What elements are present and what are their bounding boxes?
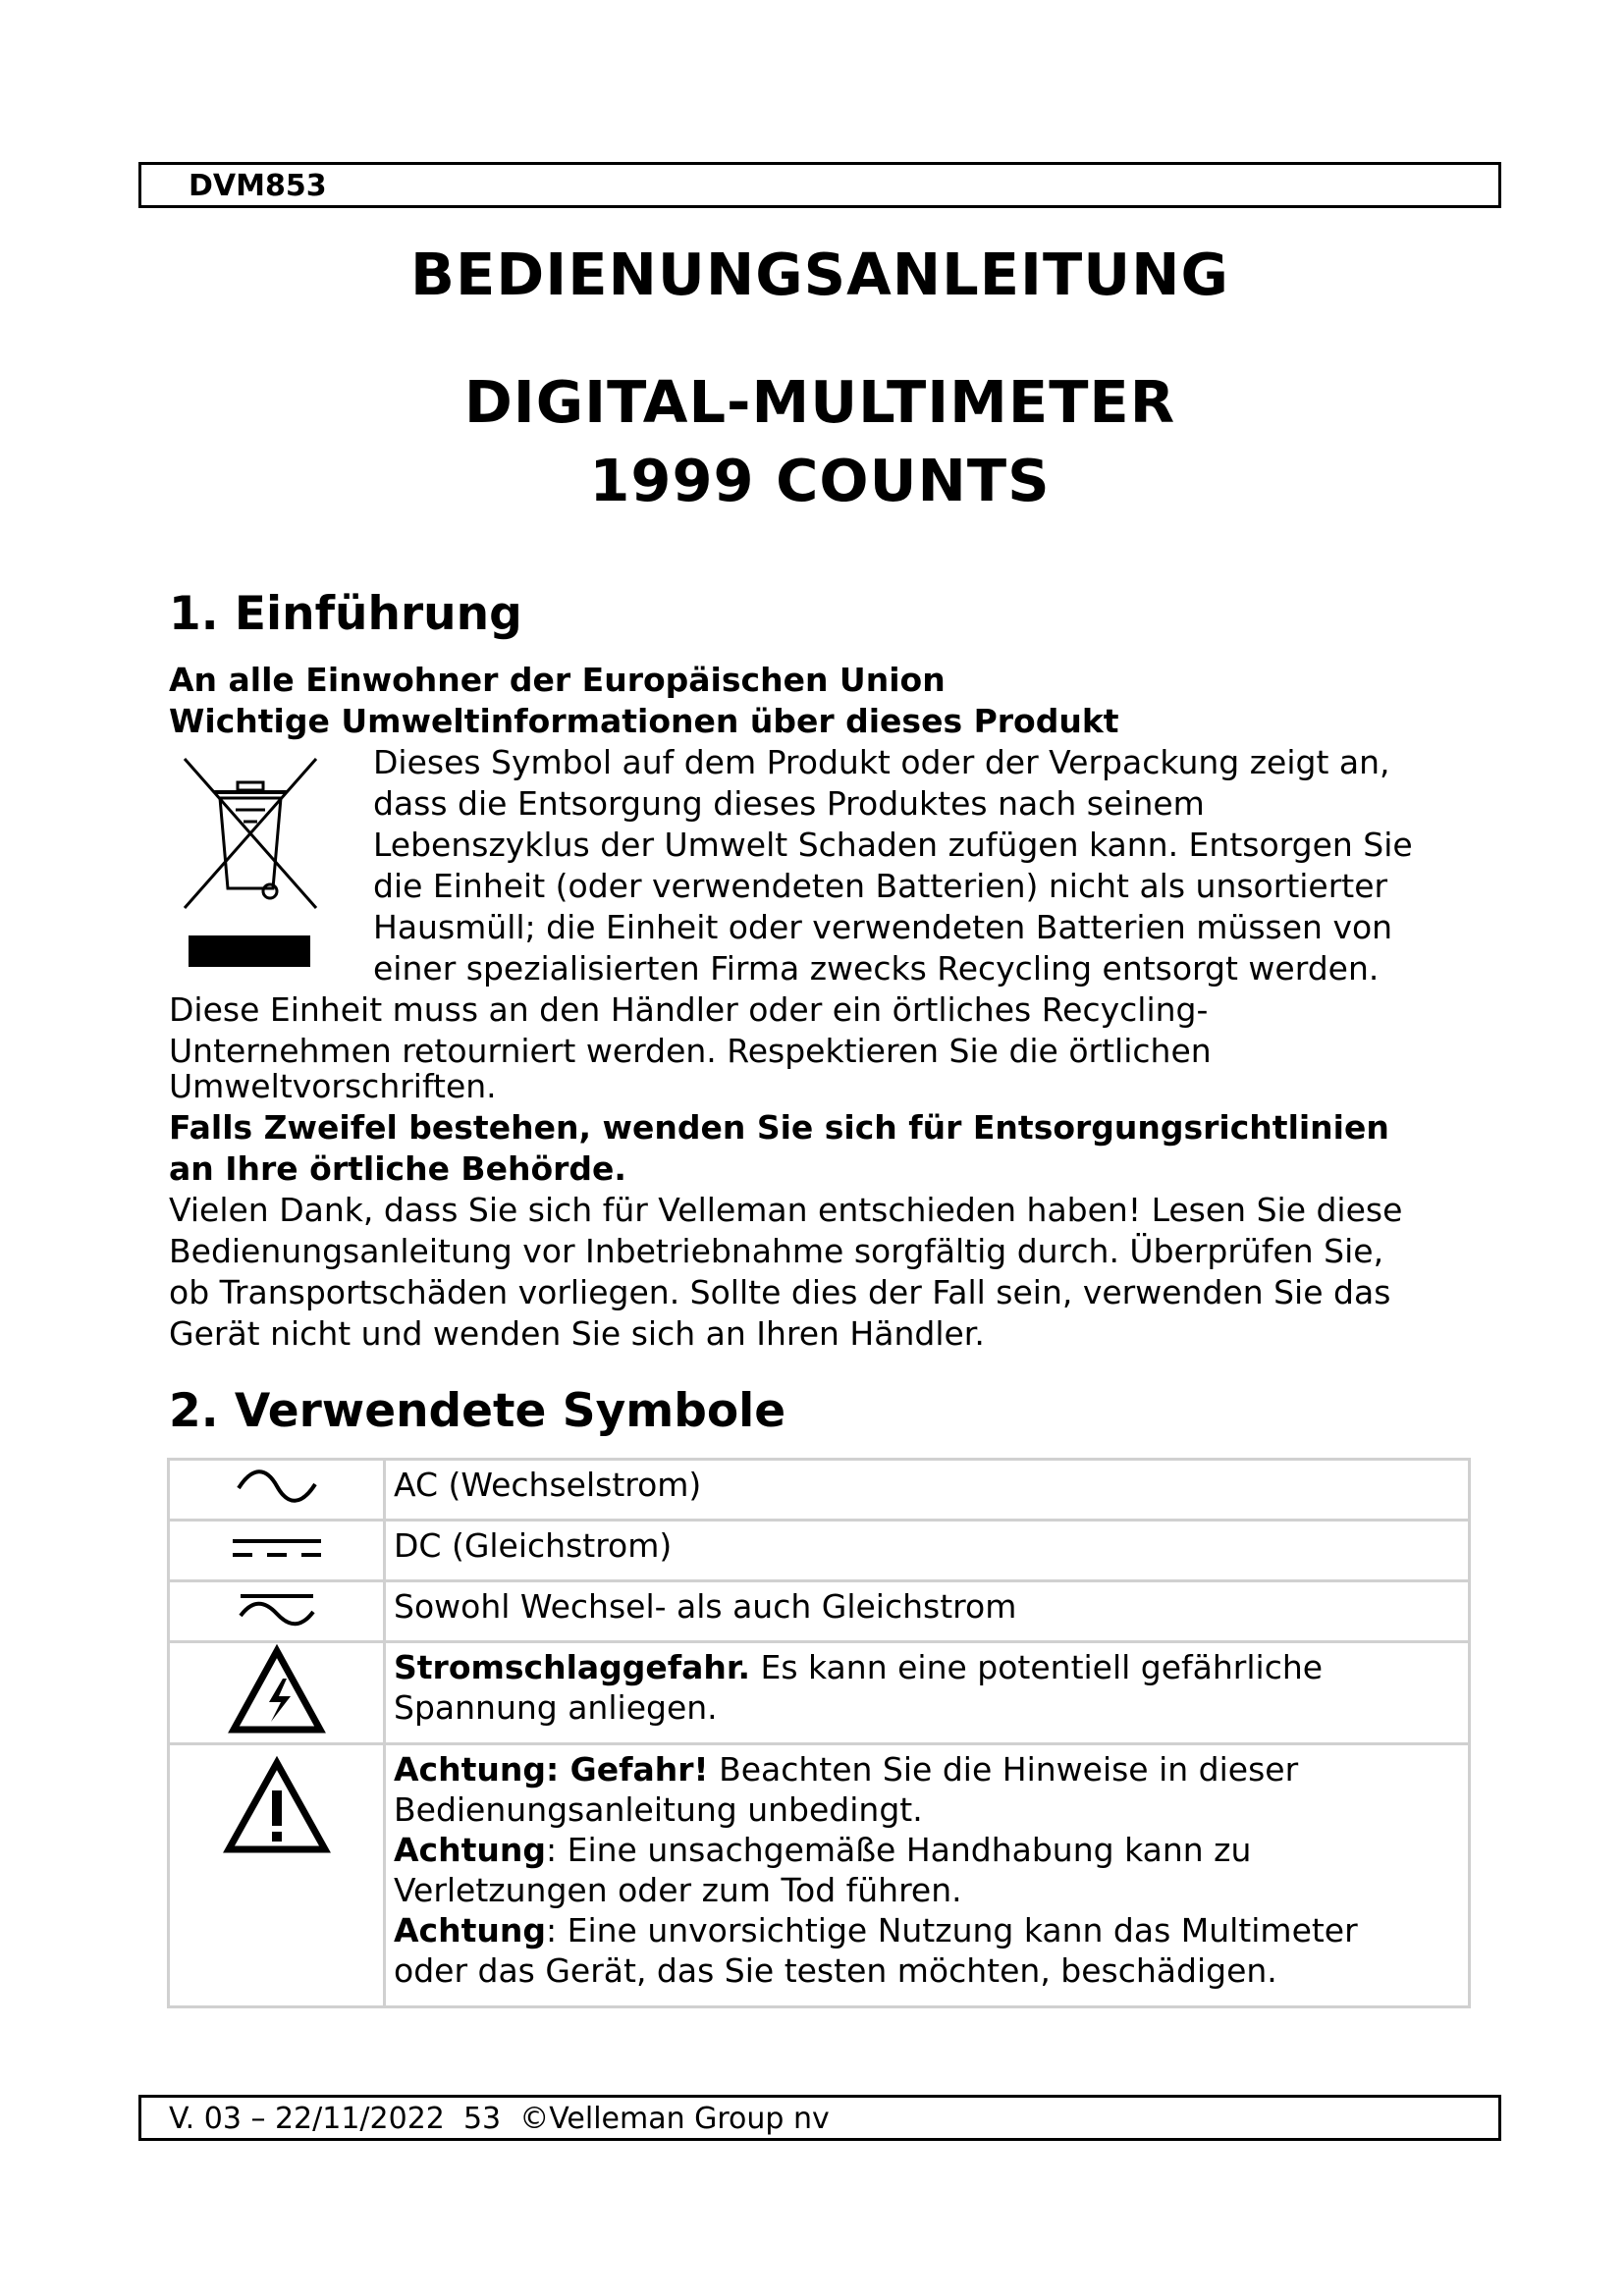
symbol-cell bbox=[169, 1581, 385, 1642]
paragraph-line: Gerät nicht und wenden Sie sich an Ihren Händler. bbox=[169, 1314, 985, 1353]
product-subtitle: 1999 COUNTS bbox=[589, 447, 1051, 514]
footer-box bbox=[138, 2095, 1501, 2141]
environment-info-heading: Wichtige Umweltinformationen über dieses Produkt bbox=[169, 702, 1119, 740]
bold-line: an Ihre örtliche Behörde. bbox=[169, 1149, 626, 1188]
symbol-cell bbox=[169, 1744, 385, 2007]
hazard-label: Stromschlaggefahr. bbox=[394, 1648, 750, 1686]
footer-text: V. 03 – 22/11/2022 53 ©Velleman Group nv bbox=[169, 2102, 830, 2136]
hazard-text: Es kann eine potentiell gefährliche bbox=[750, 1648, 1324, 1686]
caution-label: Achtung bbox=[394, 1831, 546, 1869]
table-row bbox=[169, 1581, 1470, 1642]
paragraph-line: Unternehmen retourniert werden. Respektieren Sie die örtlichen bbox=[169, 1032, 1212, 1070]
bold-line: Falls Zweifel bestehen, wenden Sie sich für Entsorgungsrichtlinien bbox=[169, 1108, 1389, 1147]
table-row bbox=[169, 1460, 1470, 1521]
caution-label: Achtung bbox=[394, 1911, 546, 1949]
caution-text: : Eine unsachgemäße Handhabung kann zu bbox=[545, 1831, 1252, 1869]
section-heading-symbols: 2. Verwendete Symbole bbox=[169, 1384, 786, 1438]
weee-line: einer spezialisierten Firma zwecks Recycling entsorgt werden. bbox=[373, 949, 1380, 988]
paragraph-line: ob Transportschäden vorliegen. Sollte dies der Fall sein, verwenden Sie das bbox=[169, 1273, 1391, 1311]
weee-line: Lebenszyklus der Umwelt Schaden zufügen kann. Entsorgen Sie bbox=[373, 826, 1413, 864]
symbol-description bbox=[385, 1642, 1470, 1744]
weee-line: Hausmüll; die Einheit oder verwendeten Batterien müssen von bbox=[373, 908, 1393, 946]
symbol-cell bbox=[169, 1460, 385, 1521]
header-box bbox=[138, 162, 1501, 208]
paragraph-line: Vielen Dank, dass Sie sich für Velleman entschieden haben! Lesen Sie diese bbox=[169, 1191, 1403, 1229]
document-title: BEDIENUNGSANLEITUNG bbox=[410, 240, 1229, 308]
weee-crossed-bin-icon bbox=[177, 751, 324, 972]
symbol-description: AC (Wechselstrom) bbox=[385, 1460, 1470, 1521]
section-heading-introduction: 1. Einführung bbox=[169, 587, 522, 641]
caution-text-cont: Bedienungsanleitung unbedingt. bbox=[394, 1790, 923, 1829]
caution-text-cont: oder das Gerät, das Sie testen möchten, beschädigen. bbox=[394, 1951, 1277, 1990]
weee-line: dass die Entsorgung dieses Produktes nach seinem bbox=[373, 784, 1205, 823]
eu-residents-heading: An alle Einwohner der Europäischen Union bbox=[169, 661, 946, 699]
paragraph-line: Diese Einheit muss an den Händler oder ein örtliches Recycling- bbox=[169, 990, 1209, 1029]
table-row bbox=[169, 1642, 1470, 1744]
table-row bbox=[169, 1521, 1470, 1581]
symbols-table bbox=[167, 1458, 1471, 2008]
caution-text: : Eine unvorsichtige Nutzung kann das Multimeter bbox=[545, 1911, 1358, 1949]
caution-icon bbox=[223, 1753, 331, 1861]
symbol-cell bbox=[169, 1521, 385, 1581]
symbol-description bbox=[385, 1744, 1470, 2007]
symbol-description: DC (Gleichstrom) bbox=[385, 1521, 1470, 1581]
hazard-text-cont: Spannung anliegen. bbox=[394, 1688, 718, 1727]
model-code: DVM853 bbox=[189, 169, 327, 203]
shock-hazard-icon bbox=[228, 1643, 326, 1737]
weee-line: Dieses Symbol auf dem Produkt oder der Verpackung zeigt an, bbox=[373, 743, 1390, 781]
symbol-cell bbox=[169, 1642, 385, 1744]
symbol-description: Sowohl Wechsel- als auch Gleichstrom bbox=[385, 1581, 1470, 1642]
weee-line: die Einheit (oder verwendeten Batterien) nicht als unsortierter bbox=[373, 867, 1388, 905]
caution-label: Achtung: Gefahr! bbox=[394, 1750, 709, 1789]
product-title: DIGITAL-MULTIMETER bbox=[463, 368, 1176, 436]
ac-dc-icon bbox=[233, 1582, 321, 1631]
caution-text-cont: Verletzungen oder zum Tod führen. bbox=[394, 1871, 962, 1909]
caution-text: Beachten Sie die Hinweise in dieser bbox=[708, 1750, 1299, 1789]
dc-line-icon bbox=[228, 1522, 326, 1571]
paragraph-line: Bedienungsanleitung vor Inbetriebnahme sorgfältig durch. Überprüfen Sie, bbox=[169, 1232, 1384, 1270]
table-row bbox=[169, 1744, 1470, 2007]
ac-wave-icon bbox=[233, 1461, 321, 1510]
paragraph-line: Umweltvorschriften. bbox=[169, 1067, 497, 1105]
